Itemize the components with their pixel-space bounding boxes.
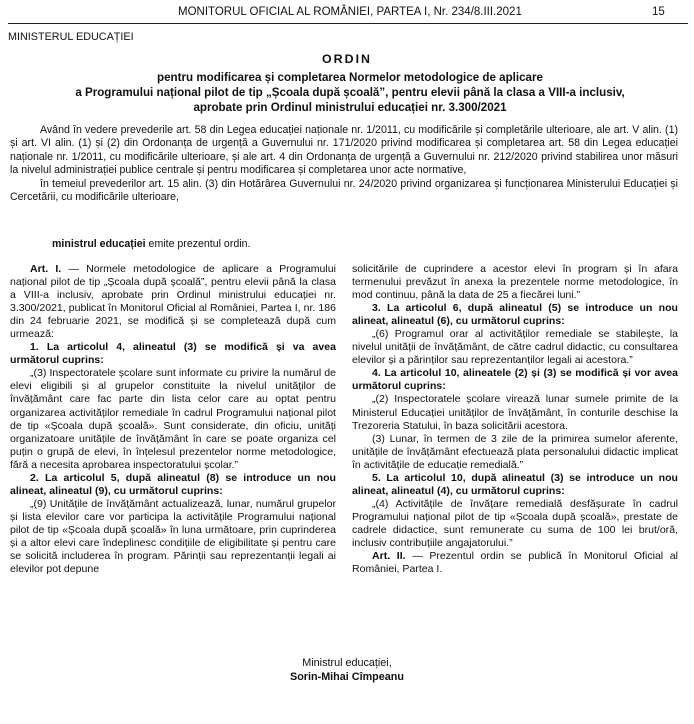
article-paragraph — [352, 472, 678, 498]
paragraph-heading: 4. La articolul 10, alineatele (2) și (3) se modifică și vor avea următorul cuprins: — [352, 367, 678, 393]
left-column — [10, 263, 336, 576]
signatory-name: Sorin-Mihai Cîmpeanu — [290, 671, 404, 683]
article-paragraph — [10, 498, 336, 576]
subtitle-line: pentru modificarea și completarea Normelor metodologice de aplicare — [157, 71, 543, 84]
paragraph-text: — Normele metodologice de aplicare a Programului național pilot de tip „Școala după școală”, pentru elevii până la clasa a VIII-a inclusiv, aprobate prin Ordinul ministrului educației nr. 3.300/2021, publicat în Monitorul Oficial al României, Partea I, nr. 186 din 24 februarie 2021, se modifică și se completează după cum urmează: — [10, 263, 336, 341]
paragraph-heading: 2. La articolul 5, după alineatul (8) se introduce un nou alineat, alineatul (9), cu următorul cuprins: — [10, 471, 336, 497]
subtitle-line: a Programului național pilot de tip „Școala după școală”, pentru elevii până la clasa a VIII-a inclusiv, — [75, 86, 625, 99]
paragraph-text: „(9) Unitățile de învățământ actualizează, lunar, numărul grupelor și lista elevilor care vor participa la activitățile Programului național pilot de tip «Școala după școală» în luna următoare, prin cuprinderea și a altor elevi care îndeplinesc condițiile de eligibilitate și pentru care se solicită includerea în program. Părinții sau reprezentanții legali ai elevilor pot depune — [10, 497, 336, 576]
article-paragraph — [352, 263, 678, 302]
enacting-clause — [52, 238, 250, 250]
paragraph-text: solicitările de cuprindere a acestor elevi în program și în afara termenului prevăzut în anexa la prezentele norme metodologice, în mod continuu, până la data de 25 a fiecărei luni.” — [352, 263, 678, 302]
signatory-role: Ministrul educației, — [302, 657, 392, 669]
enacting-authority: ministrul educației — [52, 238, 146, 250]
paragraph-text: „(3) Inspectoratele școlare sunt informate cu privire la numărul de elevi eligibili și al grupelor constituite la nivelul unităților de învățământ care fac parte din lista celor care au optat pentru organizarea activităților remediale în cadrul Programului național pilot de tip «Școala după școală». Sunt considerate, din oficiu, unități organizatoare unitățile de învățământ în care se poate organiza cel puțin o grupă de elevi, în înțelesul prezentelor norme metodologice, fără a necesita aprobarea inspectoratului școlar.” — [10, 367, 336, 471]
paragraph-heading: Art. I. — [30, 263, 62, 275]
paragraph-heading: Art. II. — [372, 550, 406, 563]
document-subtitle — [30, 70, 670, 115]
signature-block — [0, 656, 694, 684]
running-head: MONITORUL OFICIAL AL ROMÂNIEI, PARTEA I, Nr. 234/8.III.2021 — [178, 6, 522, 18]
article-paragraph — [352, 367, 678, 393]
issuing-authority: MINISTERUL EDUCAȚIEI — [8, 31, 134, 43]
article-paragraph — [10, 263, 336, 341]
paragraph-text: „(4) Activitățile de învățare remedială desfășurate în cadrul Programului național pilot de tip «Școala după școală», prestate de cadrele didactice, sunt remunerate cu suma de 100 lei brut/oră, inclusiv contribuțiile angajatorului.” — [352, 497, 678, 549]
page-header — [0, 6, 694, 22]
paragraph-text: „(2) Inspectoratele școlare virează lunar sumele primite de la Ministerul Educației unităților de învățământ, în conturile deschise la Trezoreria Statului, în baza solicitării acestora. — [352, 393, 678, 432]
article-paragraph — [10, 341, 336, 367]
paragraph-heading: 5. La articolul 10, după alineatul (3) se introduce un nou alineat, alineatul (4), cu următorul cuprins: — [352, 471, 678, 497]
article-paragraph — [352, 433, 678, 472]
right-column — [352, 263, 678, 576]
paragraph-text: — Prezentul ordin se publică în Monitorul Oficial al României, Partea I. — [352, 550, 678, 576]
article-paragraph — [352, 498, 678, 550]
article-paragraph — [10, 472, 336, 498]
preamble-paragraph: în temeiul prevederilor art. 15 alin. (3) din Hotărârea Guvernului nr. 24/2020 privind organizarea și funcționarea Ministerului Educației și Cercetării, cu modificările ulterioare, — [10, 177, 678, 204]
article-paragraph — [352, 302, 678, 328]
header-rule — [8, 23, 688, 24]
document-title: ORDIN — [322, 52, 372, 66]
article-paragraph — [10, 367, 336, 471]
paragraph-heading: 1. La articolul 4, alineatul (3) se modifică și va avea următorul cuprins: — [10, 341, 336, 367]
paragraph-text: (3) Lunar, în termen de 3 zile de la primirea sumelor aferente, unitățile de învățământ efectuează plata personalului didactic implicat în activitățile de educație remedială.” — [352, 432, 678, 471]
article-paragraph — [352, 550, 678, 576]
preamble — [10, 124, 678, 204]
enacting-text: emite prezentul ordin. — [145, 238, 251, 250]
paragraph-text: „(6) Programul orar al activităților remediale se stabilește, la nivelul unității de învățământ, de către cadrul didactic, cu consultarea elevilor și a părinților sau reprezentanților legali ai acestora.” — [352, 328, 678, 367]
page-number: 15 — [652, 6, 665, 18]
article-paragraph — [352, 328, 678, 367]
subtitle-line: aprobate prin Ordinul ministrului educației nr. 3.300/2021 — [193, 101, 507, 114]
preamble-paragraph: Având în vedere prevederile art. 58 din Legea educației naționale nr. 1/2011, cu modificările și completările ulterioare, ale art. V alin. (1) și art. VI alin. (1) și (2) din Ordonanța de urgență a Guvernului nr. 171/2020 privind modificarea și completarea art. 58 din Legea educației naționale nr. 1/2011, cu modificările ulterioare, și ale art. 4 din Ordonanța de urgență a Guvernului nr. 212/2020 privind stabilirea unor măsuri la nivelul administrației publice centrale și pentru modificarea și completarea unor acte normative, — [10, 124, 678, 177]
article-paragraph — [352, 393, 678, 432]
paragraph-heading: 3. La articolul 6, după alineatul (5) se introduce un nou alineat, alineatul (6), cu următorul cuprins: — [352, 302, 678, 328]
